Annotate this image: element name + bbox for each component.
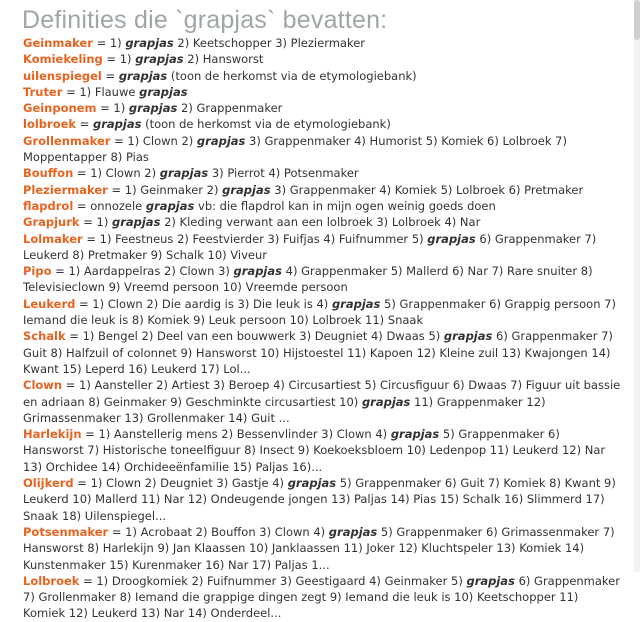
word-link[interactable]: Lolmaker	[23, 231, 83, 246]
definition-entry	[23, 573, 621, 622]
definition-text: = 1)	[96, 101, 129, 116]
word-link[interactable]: Schalk	[23, 329, 66, 344]
scrollbar[interactable]	[634, 0, 640, 572]
highlighted-term: grapjas	[93, 117, 142, 132]
highlighted-term: grapjas	[111, 215, 161, 230]
definition-entry	[23, 214, 621, 230]
highlighted-term: grapjas	[466, 573, 515, 588]
definition-entry	[23, 116, 621, 132]
definition-text: = 1) Aansteller 2) Artiest 3) Beroep 4) Circusartiest 5) Circusfiguur 6) Dwaas 7) Figuur uit bassie en adriaan 8) Geinmaker 9) Geschminkte circusartiest 10)	[23, 378, 621, 409]
definition-entry	[23, 296, 621, 329]
definition-text: vb: die flapdrol kan in mijn ogen weinig goeds doen	[194, 198, 496, 213]
definition-text: (toon de herkomst via de etymologiebank)	[167, 68, 417, 83]
word-link[interactable]: Clown	[23, 378, 63, 393]
definition-text: =	[76, 117, 93, 132]
definition-text: = 1) Bengel 2) Deel van een bouwwerk 3) Deugniet 4) Dwaas 5)	[65, 329, 444, 344]
definition-entry	[23, 165, 621, 181]
definition-text: = 1) Clown 2) Die aardig is 3) Die leuk is 4)	[75, 296, 332, 311]
definition-entry	[23, 231, 621, 264]
definition-text: 5) Grappenmaker 6) Hansworst 7) Historische toneelfiguur 8) Insect 9) Koekoeksbloem 10) Ledenpop 11) Leukerd 12) Nar 13) Orchidee 14) Orchideeënfamilie 15) Paljas 16)...	[23, 427, 606, 474]
highlighted-term: grapjas	[128, 101, 178, 116]
word-link[interactable]: uilenspiegel	[23, 68, 102, 83]
definition-text: 6) Grappenmaker 7) Grollenmaker 8) Iemand die grappige dingen zegt 9) Iemand die leuk is 10) Keetschopper 11) Komiek 12) Leukerd 13) Nar 14) Onderdeel...	[23, 573, 620, 621]
definition-text: 3) Pierrot 4) Potsenmaker	[208, 166, 359, 181]
highlighted-term: grapjas	[222, 182, 271, 197]
word-link[interactable]: Potsenmaker	[23, 524, 109, 539]
definition-entry	[23, 198, 621, 214]
definition-text: = onnozele	[73, 198, 146, 213]
highlighted-term: grapjas	[118, 68, 168, 83]
definition-text: = 1) Aanstellerig mens 2) Bessenvlinder 3) Clown 4)	[81, 427, 391, 442]
word-link[interactable]: Pleziermaker	[23, 182, 108, 197]
definition-text: 3) Grappenmaker 4) Humorist 5) Komiek 6) Lolbroek 7) Moppentapper 8) Pias	[23, 133, 567, 165]
word-link[interactable]: Lolbroek	[23, 573, 80, 588]
definition-text: 6) Grappenmaker 7) Leukerd 8) Pretmaker 9) Schalk 10) Viveur	[23, 231, 597, 262]
definition-entry	[23, 263, 621, 296]
page-heading: Definities die `grapjas` bevatten:	[22, 6, 388, 34]
highlighted-term: grapjas	[233, 264, 282, 279]
definition-text: = 1) Clown 2) Deugniet 3) Gastje 4)	[73, 476, 288, 491]
definition-text: = 1)	[102, 52, 136, 67]
word-link[interactable]: Grapjurk	[23, 215, 80, 230]
word-link[interactable]: Olijkerd	[23, 476, 74, 491]
definition-text: 2) Keetschopper 3) Pleziermaker	[173, 36, 366, 50]
word-link[interactable]: Komiekeling	[23, 52, 103, 67]
definition-text: = 1) Aardappelras 2) Clown 3)	[51, 264, 234, 279]
definition-text: 5) Grappenmaker 6) Grimassenmaker 7) Hansworst 8) Harlekijn 9) Jan Klaassen 10) Janklaassen 11) Joker 12) Kluchtspeler 13) Komiek 14) Kunstenmaker 15) Kurenmaker 16) Nar 17) Paljas 1...	[23, 524, 615, 572]
definition-entry	[23, 35, 621, 51]
definition-text: = 1) Acrobaat 2) Bouffon 3) Clown 4)	[108, 524, 329, 539]
definition-text: (toon de herkomst via de etymologiebank)	[141, 117, 391, 132]
definition-text: = 1)	[92, 36, 126, 50]
definition-text: = 1) Clown 2)	[73, 166, 160, 181]
highlighted-term: grapjas	[443, 329, 493, 344]
highlighted-term: grapjas	[390, 427, 440, 442]
definition-list	[23, 35, 621, 622]
definition-entry	[23, 475, 621, 524]
word-link[interactable]: lolbroek	[23, 117, 77, 132]
definition-entry	[23, 377, 621, 426]
word-link[interactable]: Geinmaker	[23, 36, 93, 50]
definition-text: 4) Grappenmaker 5) Mallerd 6) Nar 7) Rare snuiter 8) Televisieclown 9) Vreemd persoon 10) Vreemde persoon	[23, 264, 593, 295]
definition-entry	[23, 328, 621, 377]
definition-entry	[23, 133, 621, 166]
definition-text: 11) Grappenmaker 12) Grimassenmaker 13) Grollenmaker 14) Guit ...	[23, 394, 546, 425]
definition-text: 5) Grappenmaker 6) Grappig persoon 7) Iemand die leuk is 8) Komiek 9) Leuk persoon 10) Lolbroek 11) Snaak	[23, 296, 616, 328]
definition-entry	[23, 100, 621, 116]
word-link[interactable]: Harlekijn	[23, 427, 82, 442]
word-link[interactable]: Leukerd	[23, 296, 76, 311]
highlighted-term: grapjas	[135, 52, 184, 67]
word-link[interactable]: Geinponem	[23, 101, 97, 116]
highlighted-term: grapjas	[159, 166, 209, 181]
definition-text: =	[101, 68, 119, 83]
definition-text: 2) Grappenmaker	[177, 101, 283, 116]
scrollbar-thumb[interactable]	[634, 0, 640, 40]
definition-text: = 1) Droogkomiek 2) Fuifnummer 3) Geestigaard 4) Geinmaker 5)	[79, 573, 467, 588]
highlighted-term: grapjas	[331, 296, 381, 311]
definition-entry	[23, 524, 621, 573]
definition-text: 5) Grappenmaker 6) Guit 7) Komiek 8) Kwant 9) Leukerd 10) Mallerd 11) Nar 12) Ondeugende jongen 13) Paljas 14) Pias 15) Schalk 16) Slimmerd 17) Snaak 18) Uilenspiegel...	[23, 476, 616, 523]
highlighted-term: grapjas	[361, 394, 411, 409]
definition-entry	[23, 182, 621, 198]
definition-text: 3) Grappenmaker 4) Komiek 5) Lolbroek 6) Pretmaker	[270, 182, 584, 197]
definition-entry	[23, 51, 621, 67]
word-link[interactable]: Grollenmaker	[23, 133, 111, 148]
definition-text: 2) Hansworst	[183, 52, 264, 67]
definition-text: = 1) Feestneus 2) Feestvierder 3) Fuifjas 4) Fuifnummer 5)	[82, 231, 428, 246]
word-link[interactable]: Pipo	[23, 264, 52, 279]
highlighted-term: grapjas	[139, 84, 188, 99]
definition-text: = 1)	[79, 215, 112, 230]
definition-text: = 1) Clown 2)	[110, 133, 197, 148]
highlighted-term: grapjas	[328, 524, 378, 539]
definition-text: = 1) Flauwe	[62, 84, 140, 99]
highlighted-term: grapjas	[196, 133, 246, 148]
definition-text: 2) Kleding verwant aan een lolbroek 3) Lolbroek 4) Nar	[160, 215, 481, 230]
word-link[interactable]: Truter	[23, 84, 63, 99]
definition-text: 6) Grappenmaker 7) Guit 8) Halfzuil of colonnet 9) Hansworst 10) Hijstoestel 11) Kapoen 12) Kleine zuil 13) Kwajongen 14) Kwant 15) Leperd 16) Leukerd 17) Lol...	[23, 329, 613, 376]
highlighted-term: grapjas	[125, 36, 174, 50]
definition-entry	[23, 84, 621, 100]
highlighted-term: grapjas	[145, 198, 195, 213]
word-link[interactable]: Bouffon	[23, 166, 74, 181]
definition-text: = 1) Geinmaker 2)	[107, 182, 223, 197]
word-link[interactable]: flapdrol	[23, 198, 74, 213]
definition-entry	[23, 426, 621, 475]
highlighted-term: grapjas	[427, 231, 476, 246]
definition-entry	[23, 68, 621, 84]
highlighted-term: grapjas	[287, 476, 337, 491]
